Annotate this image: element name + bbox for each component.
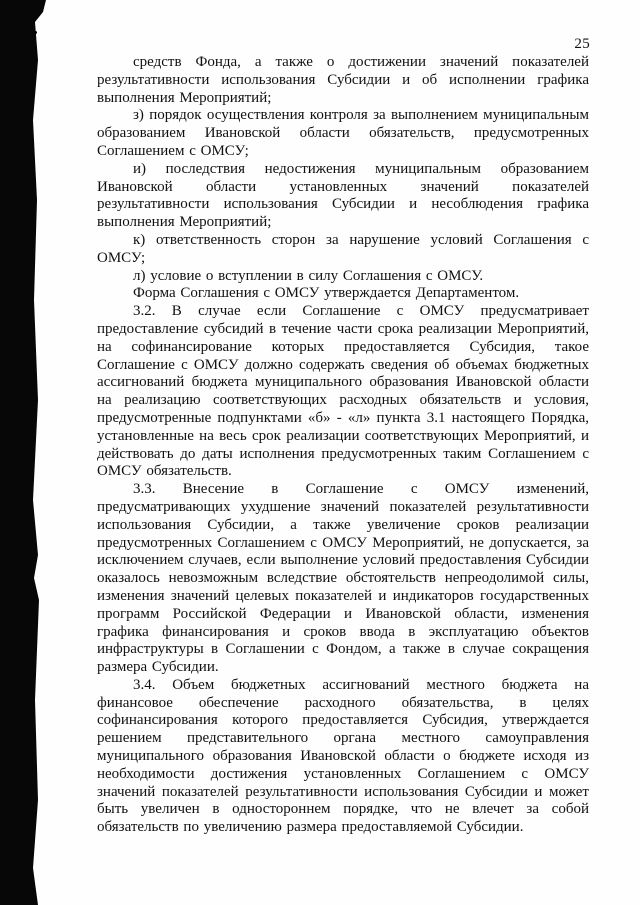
paragraph: 3.3. Внесение в Соглашение с ОМСУ изменений, предусматривающих ухудшение значений показателей результативности использования Субсидии, а также увеличение сроков реализации предусмотренных Соглашением с ОМСУ Мероприятий, не допускается, за исключением случаев, если выполнение условий предоставления Субсидии оказалось невозможным вследствие обстоятельств непреодолимой силы, изменения значений целевых показателей и индикаторов государственных программ Российской Федерации и Ивановской области, изменения графика финансирования и сроков ввода в эксплуатацию объектов инфраструктуры в Соглашении с Фондом, а также в случае сокращения размера Субсидии. bbox=[97, 481, 589, 676]
document-text bbox=[97, 54, 589, 837]
paragraph: 3.4. Объем бюджетных ассигнований местного бюджета на финансовое обеспечение расходного обязательства, в целях софинансирования которого предоставляется Субсидия, утверждается решением представительного органа местного самоуправления муниципального образования Ивановской области о бюджете исходя из необходимости достижения установленных Соглашением с ОМСУ значений показателей результативности использования Субсидии и может быть увеличен в одностороннем порядке, что не влечет за собой обязательств по увеличению размера предоставляемой Субсидии. bbox=[97, 676, 589, 836]
scan-border-artifact bbox=[0, 0, 48, 905]
scan-dot-artifact bbox=[34, 31, 37, 34]
paragraph: и) последствия недостижения муниципальным образованием Ивановской области установленных значений показателей результативности использования Субсидии и несоблюдения графика выполнения Мероприятий; bbox=[97, 160, 589, 231]
paragraph: к) ответственность сторон за нарушение условий Соглашения с ОМСУ; bbox=[97, 231, 589, 266]
paragraph: з) порядок осуществления контроля за выполнением муниципальным образованием Ивановской области обязательств, предусмотренных Соглашением с ОМСУ; bbox=[97, 107, 589, 159]
paragraph: 3.2. В случае если Соглашение с ОМСУ предусматривает предоставление субсидий в течение части срока реализации Мероприятий, на софинансирование которых предоставляется Субсидия, такое Соглашение с ОМСУ должно содержать сведения об объемах бюджетных ассигнований бюджета муниципального образования Ивановской области на реализацию соответствующих расходных обязательств и условия, предусмотренные подпунктами «б» - «л» пункта 3.1 настоящего Порядка, установленные на весь срок реализации соответствующих Мероприятий, и действовать до даты исполнения предусмотренных таким Соглашением с ОМСУ обязательств. bbox=[97, 303, 589, 480]
paragraph: Форма Соглашения с ОМСУ утверждается Департаментом. bbox=[133, 285, 520, 302]
page-number: 25 bbox=[574, 36, 590, 52]
paragraph: л) условие о вступлении в силу Соглашения с ОМСУ. bbox=[133, 267, 484, 284]
paragraph: средств Фонда, а также о достижении значений показателей результативности использования Субсидии и об исполнении графика выполнения Мероприятий; bbox=[97, 54, 589, 106]
